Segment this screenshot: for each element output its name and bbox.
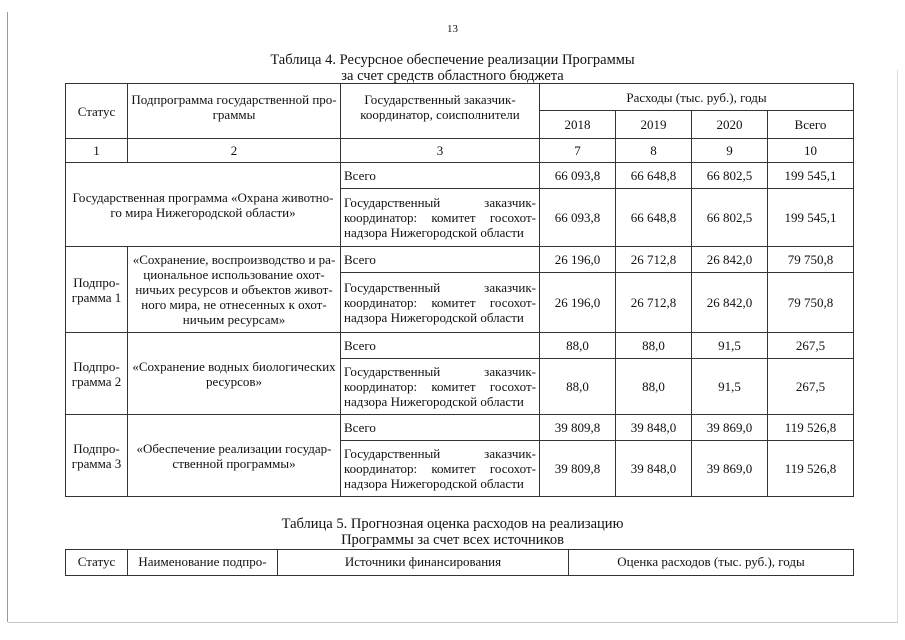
value-cell: 79 750,8 [768,247,854,273]
header-name: Наименование подпро- [128,550,278,576]
value-cell: 39 869,0 [692,415,768,441]
value-cell: 79 750,8 [768,273,854,333]
value-cell: 66 802,5 [692,163,768,189]
value-cell: 88,0 [540,333,616,359]
program-name: Государственная программа «Охрана животно-го мира Нижегородской области» [66,163,341,247]
header-estimate: Оценка расходов (тыс. руб.), годы [569,550,854,576]
table5-title-line2: Программы за счет всех источников [341,532,564,548]
table4-resource-provision [65,83,854,497]
value-cell: 91,5 [692,359,768,415]
value-cell: 26 196,0 [540,247,616,273]
value-cell: 267,5 [768,333,854,359]
column-number: 8 [616,139,692,163]
value-cell: 88,0 [616,359,692,415]
executor-total: Всего [341,333,540,359]
column-number: 3 [341,139,540,163]
value-cell: 66 093,8 [540,163,616,189]
column-number: 7 [540,139,616,163]
value-cell: 39 848,0 [616,415,692,441]
header-subprogram: Подпрограмма государственной про-граммы [128,84,341,139]
value-cell: 119 526,8 [768,441,854,497]
table-row [66,163,854,189]
header-year: 2020 [692,111,768,139]
value-cell: 66 648,8 [616,163,692,189]
value-cell: 66 802,5 [692,189,768,247]
table-row [66,247,854,273]
executor-customer: Государственный заказчик-координатор: комитет госохот-надзора Нижегородской области [341,441,540,497]
value-cell: 88,0 [540,359,616,415]
subprogram-name: «Сохранение, воспроизводство и ра-циональное использование охот-ничьих ресурсов и объектов живот-ного мира, не отнесенных к охот-ничьим ресурсам» [128,247,341,333]
header-customer: Государственный заказчик-координатор, соисполнители [341,84,540,139]
executor-customer: Государственный заказчик-координатор: комитет госохот-надзора Нижегородской области [341,189,540,247]
value-cell: 26 712,8 [616,247,692,273]
page-number: 13 [447,23,458,35]
column-number: 2 [128,139,341,163]
executor-total: Всего [341,163,540,189]
column-number: 10 [768,139,854,163]
subprogram-name: «Сохранение водных биологических ресурсов» [128,333,341,415]
table5-caption [0,516,905,548]
value-cell: 26 712,8 [616,273,692,333]
table4-caption [0,52,905,84]
table4-column-numbers-row [66,139,854,163]
table4-title-line2: за счет средств областного бюджета [341,68,564,84]
value-cell: 66 093,8 [540,189,616,247]
executor-customer: Государственный заказчик-координатор: комитет госохот-надзора Нижегородской области [341,359,540,415]
status-cell: Подпро-грамма 2 [66,333,128,415]
subprogram-name: «Обеспечение реализации государ-ственной программы» [128,415,341,497]
status-cell: Подпро-грамма 3 [66,415,128,497]
table5-title-line1: Таблица 5. Прогнозная оценка расходов на реализацию [281,516,624,532]
header-year: 2018 [540,111,616,139]
header-status: Статус [66,84,128,139]
value-cell: 119 526,8 [768,415,854,441]
value-cell: 39 848,0 [616,441,692,497]
table-row [66,415,854,441]
header-status: Статус [66,550,128,576]
header-expenses: Расходы (тыс. руб.), годы [540,84,854,111]
value-cell: 91,5 [692,333,768,359]
column-number: 9 [692,139,768,163]
table5-expense-forecast [65,549,854,576]
executor-customer: Государственный заказчик-координатор: комитет госохот-надзора Нижегородской области [341,273,540,333]
value-cell: 88,0 [616,333,692,359]
value-cell: 39 809,8 [540,415,616,441]
header-year: Всего [768,111,854,139]
status-cell: Подпро-грамма 1 [66,247,128,333]
value-cell: 39 809,8 [540,441,616,497]
value-cell: 26 842,0 [692,247,768,273]
page-bottom-edge [8,622,898,623]
table4-header-row [66,84,854,111]
value-cell: 199 545,1 [768,163,854,189]
value-cell: 267,5 [768,359,854,415]
value-cell: 66 648,8 [616,189,692,247]
column-number: 1 [66,139,128,163]
executor-total: Всего [341,415,540,441]
table5-header-row [66,550,854,576]
header-sources: Источники финансирования [278,550,569,576]
value-cell: 199 545,1 [768,189,854,247]
value-cell: 26 196,0 [540,273,616,333]
executor-total: Всего [341,247,540,273]
header-year: 2019 [616,111,692,139]
value-cell: 26 842,0 [692,273,768,333]
table4-title-line1: Таблица 4. Ресурсное обеспечение реализации Программы [270,52,635,68]
value-cell: 39 869,0 [692,441,768,497]
table-row [66,333,854,359]
